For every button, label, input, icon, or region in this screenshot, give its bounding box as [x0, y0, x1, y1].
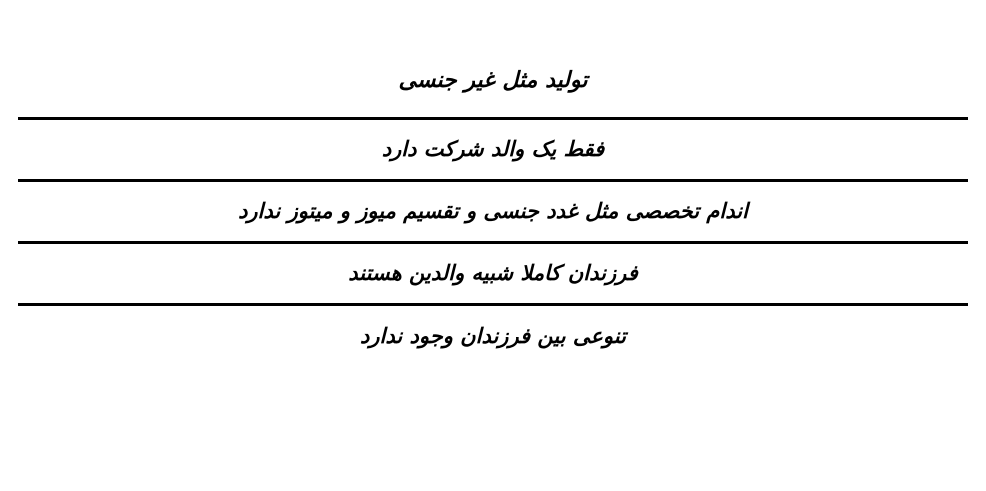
page-title: تولید مثل غیر جنسی: [398, 68, 588, 93]
table-cell-text: فرزندان کاملا شبیه والدین هستند: [348, 260, 638, 285]
table-row: [18, 306, 968, 368]
table-row: [18, 244, 968, 306]
table-row: [18, 182, 968, 244]
table-cell-text: اندام تخصصی مثل غدد جنسی و تقسیم میوز و میتوز ندارد: [238, 198, 748, 223]
table-cell-text: فقط یک والد شرکت دارد: [381, 136, 605, 161]
table-row: [18, 120, 968, 182]
table-row-title: [18, 44, 968, 120]
features-table: [18, 44, 968, 368]
table-cell-text: تنوعی بین فرزندان وجود ندارد: [360, 324, 626, 349]
